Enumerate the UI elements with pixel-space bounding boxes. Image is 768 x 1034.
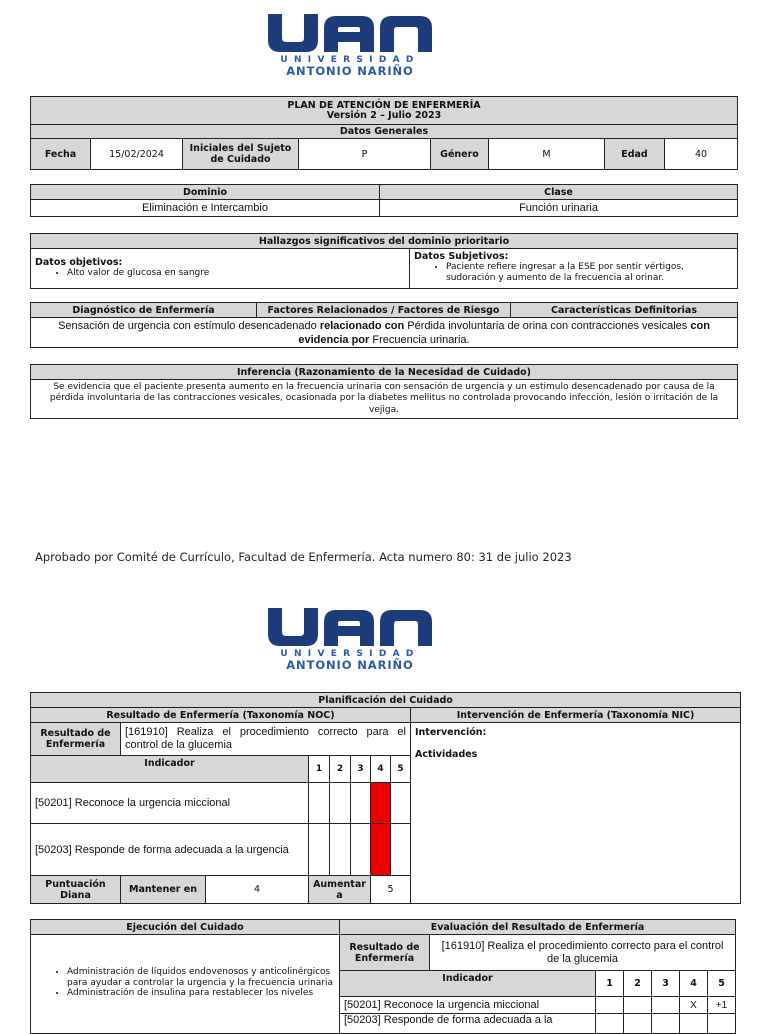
- factor-text: Pérdida involuntaria de orina con contracciones vesicales: [407, 319, 688, 332]
- list-item: • Paciente refiere ingresar a la ESE por sentir vértigos, sudoración y aumento de la frecuencia al orinar.: [446, 262, 733, 283]
- eval-resultado-label: Resultado de Enfermería: [340, 935, 430, 971]
- resultado-value: [161910] Realiza el procedimiento correcto para el control de la glucemia: [121, 723, 411, 756]
- eval-cell-4: X: [680, 997, 708, 1014]
- puntuacion-diana-values: [121, 876, 309, 904]
- caracteristica-text: Frecuencia urinaria.: [372, 333, 470, 346]
- plan-header: [31, 97, 738, 125]
- caracteristicas-heading: Características Definitorias: [511, 303, 738, 318]
- eval-scale-4: 4: [680, 971, 708, 997]
- uan-logo-mark: [266, 14, 434, 52]
- evidencia-keyword: con evidencia por: [298, 319, 710, 346]
- mantener-label: Mantener en: [121, 876, 206, 903]
- plan-version: Versión 2 – Julio 2023: [326, 109, 442, 121]
- university-logo-page2: [266, 608, 434, 671]
- nic-heading: Intervención de Enfermería (Taxonomía NIC): [411, 708, 741, 723]
- scale-1: 1: [309, 756, 330, 783]
- eval-indicator-text: [50203] Responde de forma adecuada a la: [340, 1014, 596, 1034]
- dominio-value: Eliminación e Intercambio: [31, 200, 380, 217]
- eval-cell-3: [652, 997, 680, 1014]
- indicator-cell-3: [351, 783, 371, 824]
- scale-5: 5: [391, 756, 411, 783]
- aumentar-value: 5: [371, 876, 411, 904]
- indicator-cell-5: [391, 783, 411, 824]
- planificacion-table: [30, 692, 741, 904]
- clase-heading: Clase: [380, 185, 738, 200]
- diagnostico-table: [30, 302, 738, 348]
- indicator-text: [50201] Reconoce la urgencia miccional: [31, 783, 309, 824]
- evaluacion-heading: Evaluación del Resultado de Enfermería: [340, 920, 736, 935]
- indicator-cell-5: [391, 824, 411, 876]
- ejecucion-evaluacion-table: [30, 919, 736, 1034]
- relacionado-con-keyword: relacionado con: [319, 319, 405, 332]
- diagnostico-text: Sensación de urgencia con estímulo desencadenado: [58, 319, 317, 332]
- indicator-cell-1: [309, 824, 330, 876]
- intervencion-label: Intervención:: [415, 727, 487, 738]
- eval-scale-1: 1: [596, 971, 624, 997]
- aumentar-label: Aumentar a: [309, 876, 371, 904]
- dominio-clase-table: [30, 184, 738, 217]
- datos-generales-heading: Datos Generales: [31, 125, 738, 139]
- indicator-cell-4-marked: [371, 783, 391, 824]
- datos-subjetivos-label: Datos Subjetivos:: [414, 251, 509, 262]
- mantener-value: 4: [253, 884, 261, 895]
- ejecucion-cell: [31, 935, 340, 1034]
- logo-line-antonio-narino: ANTONIO NARIÑO: [286, 658, 414, 672]
- nic-cell: [411, 723, 741, 904]
- iniciales-label: Iniciales del Sujeto de Cuidado: [183, 139, 299, 170]
- ejecucion-heading: Ejecución del Cuidado: [31, 920, 340, 935]
- actividades-label: Actividades: [415, 749, 478, 760]
- datos-generales-table: [30, 96, 738, 170]
- datos-objetivos-list: [35, 268, 405, 279]
- datos-objetivos-cell: [31, 249, 410, 289]
- factores-heading: Factores Relacionados / Factores de Riesgo: [257, 303, 511, 318]
- fecha-value: 15/02/2024: [91, 139, 183, 170]
- indicador-heading: Indicador: [31, 756, 309, 783]
- eval-cell-5: +1: [708, 997, 736, 1014]
- fecha-label: Fecha: [31, 139, 91, 170]
- indicator-cell-2: [330, 824, 351, 876]
- inferencia-heading: Inferencia (Razonamiento de la Necesidad de Cuidado): [31, 365, 738, 380]
- eval-resultado-value: [161910] Realiza el procedimiento correcto para el control de la glucemia: [430, 935, 736, 971]
- planificacion-heading: Planificación del Cuidado: [31, 693, 741, 708]
- uan-logo-mark: [266, 608, 434, 646]
- approval-footer: Aprobado por Comité de Currículo, Facultad de Enfermería. Acta numero 80: 31 de julio 2023: [35, 550, 572, 564]
- indicator-cell-2: [330, 783, 351, 824]
- eval-cell-2: [624, 997, 652, 1014]
- clase-value: Función urinaria: [380, 200, 738, 217]
- eval-indicator-text: [50201] Reconoce la urgencia miccional: [340, 997, 596, 1014]
- logo-line-universidad: UNIVERSIDAD: [280, 649, 420, 659]
- datos-objetivos-label: Datos objetivos:: [35, 257, 123, 268]
- iniciales-value: P: [299, 139, 431, 170]
- edad-label: Edad: [605, 139, 665, 170]
- datos-subjetivos-list: [414, 262, 733, 283]
- genero-value: M: [489, 139, 605, 170]
- list-item: • Administración de insulina para restablecer los niveles: [67, 988, 335, 999]
- genero-label: Género: [431, 139, 489, 170]
- scale-3: 3: [351, 756, 371, 783]
- eval-scale-5: 5: [708, 971, 736, 997]
- scale-4: 4: [371, 756, 391, 783]
- indicator-cell-4-marked: [371, 824, 391, 876]
- plan-title: PLAN DE ATENCIÓN DE ENFERMERÍA: [287, 99, 481, 111]
- inferencia-text: Se evidencia que el paciente presenta aumento en la frecuencia urinaria con sensación de urgencia y un estimulo desencadenado por causa de la pérdida involuntaria de las contracciones vesicales, ocasionada por la diabetes mellitus no controlada provocando infección, lesión o irritación de la vejiga.: [31, 380, 738, 419]
- eval-cell-1: [596, 997, 624, 1014]
- inferencia-table: [30, 364, 738, 419]
- indicator-cell-3: [351, 824, 371, 876]
- university-logo: [266, 14, 434, 77]
- noc-heading: Resultado de Enfermería (Taxonomía NOC): [31, 708, 411, 723]
- eval-indicador-heading: Indicador: [340, 971, 596, 997]
- diagnostico-heading: Diagnóstico de Enfermería: [31, 303, 257, 318]
- edad-value: 40: [665, 139, 738, 170]
- diagnostico-statement: [31, 318, 738, 348]
- indicator-text: [50203] Responde de forma adecuada a la urgencia: [31, 824, 309, 876]
- eval-scale-2: 2: [624, 971, 652, 997]
- logo-line-universidad: UNIVERSIDAD: [280, 55, 420, 65]
- ejecucion-list: [35, 967, 335, 999]
- list-item: • Alto valor de glucosa en sangre: [67, 268, 405, 279]
- hallazgos-table: [30, 233, 738, 289]
- hallazgos-heading: Hallazgos significativos del dominio prioritario: [31, 234, 738, 249]
- resultado-label: Resultado de Enfermería: [31, 723, 121, 756]
- eval-scale-3: 3: [652, 971, 680, 997]
- puntuacion-diana-label: Puntuación Diana: [31, 876, 121, 904]
- indicator-cell-1: [309, 783, 330, 824]
- dominio-heading: Dominio: [31, 185, 380, 200]
- list-item: • Administración de líquidos endovenosos y anticolinérgicos para ayudar a controlar la urgencia y la frecuencia urinaria: [67, 967, 335, 988]
- scale-2: 2: [330, 756, 351, 783]
- logo-line-antonio-narino: ANTONIO NARIÑO: [286, 64, 414, 78]
- datos-subjetivos-cell: [410, 249, 738, 289]
